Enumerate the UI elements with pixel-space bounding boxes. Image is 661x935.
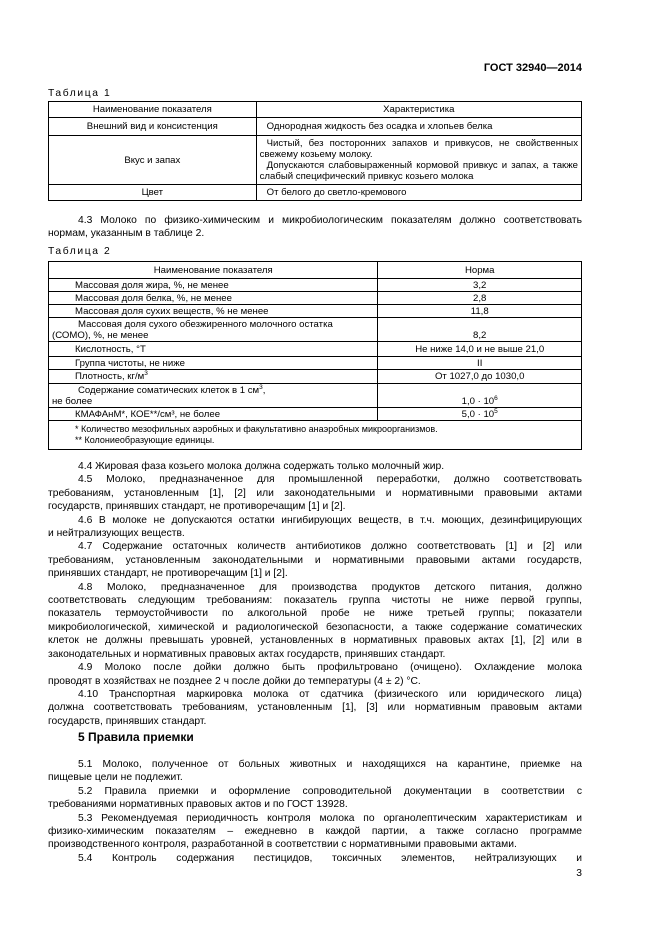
paragraphs-section-5 [48,758,582,865]
paragraphs-section-4 [48,460,582,728]
table2-cell-value: 2,8 [378,292,582,305]
table1-header-row [49,102,582,118]
table2-cell-value: 8,2 [378,318,582,342]
paragraph-line: 4.10 Транспортная маркировка молока от сдатчика (физического или юридического лица) [78,688,582,700]
superscript: 3 [259,383,263,391]
table1-cell-value [256,136,581,185]
table2-caption: Таблица 2 [48,246,112,257]
table2-cell-name: Массовая доля белка, %, не менее [49,292,378,305]
table2-cell-value: 11,8 [378,305,582,318]
table2-cell-value: II [378,357,582,370]
table2-name-line: (СОМО), %, не менее [52,329,149,341]
superscript: 5 [494,407,498,415]
table2-footnotes-row [49,421,582,450]
document-id: ГОСТ 32940—2014 [483,62,582,74]
paragraph-line: требованиями нормативных правовых актов и по ГОСТ 13928. [48,799,348,811]
paragraph-line: требованиям, установленным [1], [2] или законодательными и нормативными правовыми актами [48,487,582,499]
table2-cell-value: 3,2 [378,279,582,292]
table1-value-line: слабый специфический привкус козьего молока [259,171,474,182]
paragraph-line: 5.3 Рекомендуемая периодичность контроля молока по органолептическим характеристикам и [78,812,582,824]
table1 [48,101,582,201]
table2-name-line: Массовая доля сухого обезжиренного молочного остатка [78,318,333,330]
table1-cell-name: Внешний вид и консистенция [49,118,257,136]
table1-value-line: Чистый, без посторонних запахов и привкусов, не свойственных [266,138,578,149]
table2-cell-name: Группа чистоты, не ниже [49,357,378,370]
paragraph-4-3 [48,214,582,241]
table1-header-name: Наименование показателя [49,102,257,118]
table-row [49,305,582,318]
paragraph-line: нормам, указанным в таблице 2. [48,228,205,240]
paragraph-line: 4.5 Молоко, предназначенное для промышленной переработки, должно соответствовать [78,474,582,486]
paragraph-line: должна соответствовать требованиям, установленным [1], [3] или нормативным правовым актами [48,702,582,714]
paragraph-line: 4.3 Молоко по физико-химическим и микробиологическим показателям должно соответствовать [78,215,582,226]
table2-name-text: Плотность, кг/м [75,371,145,382]
table1-caption: Таблица 1 [48,88,112,99]
paragraph-line: 5.2 Правила приемки и оформление сопроводительной документации в соответствии с [78,785,582,797]
paragraph-line: 5.4 Контроль содержания пестицидов, токсичных элементов, нейтрализующих и [78,852,582,864]
paragraph-line: микробиологической, химической и радиологической безопасности, а также содержание соматических [48,621,582,633]
paragraph-line: проводят в хозяйствах не позднее 2 ч после дойки до температуры (4 ± 2) °С. [48,675,421,687]
table2-name-line: не более [52,395,93,407]
table1-cell-name: Цвет [49,185,257,201]
table2-cell-name: КМАФАнМ*, КОЕ**/см³, не более [49,408,378,421]
table-row [49,136,582,185]
section-5-title: 5 Правила приемки [78,730,194,744]
table1-cell-value: От белого до светло-кремового [256,185,581,201]
paragraph-line: 4.9 Молоко после дойки должно быть профильтровано (очищено). Охлаждение молока [78,662,582,674]
table-row [49,118,582,136]
table1-cell-value: Однородная жидкость без осадка и хлопьев белка [256,118,581,136]
paragraph-line: показатель термоустойчивости по алкогольной пробе не ниже третьей группы; показатели [48,608,582,620]
table1-value-line: свежему козьему молоку. [259,149,373,160]
table2-header-value: Норма [378,262,582,279]
paragraph-line: принявших стандарт, не противоречащим [1] и [2]. [48,568,288,580]
superscript: 6 [494,394,498,402]
table-row [49,279,582,292]
paragraph-line: 5.1 Молоко, полученное от больных животных и находящихся на карантине, приемке на [78,759,582,770]
table1-value-line: Допускаются слабовыраженный кормовой привкус и запах, а также [266,160,578,171]
table2-cell-value [378,408,582,421]
paragraph-line: государств, принявших стандарт. [48,715,207,727]
table-row [49,357,582,370]
table-row [49,292,582,305]
paragraph-line: требованиям, установленным законодательными и нормативными правовыми актами государств, [48,554,582,566]
table2-name-line: Содержание соматических клеток в 1 $см^3$, [78,383,266,396]
table-row [49,342,582,357]
table-row [49,370,582,384]
table2-cell-name: Кислотность, °Т [49,342,378,357]
table-row [49,384,582,408]
table2-value-text: 5,0 · 10 [461,408,495,420]
superscript: 3 [144,369,148,377]
table-row [49,408,582,421]
table2-name-text: Содержание соматических клеток в 1 см [78,384,260,396]
paragraph-line: 4.8 Молоко, предназначенное для производства продуктов детского питания, должно [78,581,582,593]
table1-cell-name: Вкус и запах [49,136,257,185]
table2-header-name: Наименование показателя [49,262,378,279]
table2-cell-value: Не ниже 14,0 и не выше 21,0 [378,342,582,357]
paragraph-line: 4.7 Содержание остаточных количеств антибиотиков должно соответствовать [1] и [2] или [78,541,582,553]
paragraph-line: физико-химическим показателям – ежедневно в каждой партии, а также согласно программе [48,826,582,838]
footnote: * Количество мезофильных аэробных и факультативно анаэробных микроорганизмов. [75,424,438,434]
table2-cell-name: Массовая доля сухих веществ, % не менее [49,305,378,318]
table2-footnotes [49,421,582,450]
table2-cell-name [49,318,378,342]
table2-cell-name: Массовая доля жира, %, не менее [49,279,378,292]
paragraph-line: клеток не должны превышать уровней, установленных в нормативных правовых актах [1], [2] или в [48,635,582,647]
table-row [49,318,582,342]
paragraph-line: и нейтрализующих веществ. [48,528,185,540]
table2-cell-name [49,370,378,384]
paragraph-line: соответствовать следующим требованиям: показатель группа чистоты не ниже первой группы, [48,595,582,607]
paragraph-line: пищевые цели не подлежит. [48,772,183,784]
table2-header-row [49,262,582,279]
paragraph-line: государств, принявших стандарт, не противоречащим [1] и [2]. [48,501,346,513]
paragraph-line: производственного контроля, разработанной в соответствии с нормативными правовыми актами. [48,839,517,851]
paragraph-line: 4.6 В молоке не допускаются остатки ингибирующих веществ, в т.ч. моющих, дезинфицирующих [78,514,582,526]
table2 [48,261,582,450]
table2-cell-value: От 1027,0 до 1030,0 [378,370,582,384]
paragraph-line: 4.4 Жировая фаза козьего молока должна содержать только молочный жир. [78,461,445,472]
paragraph-line: законодательных и нормативных правовых актах государств, принявших стандарт. [48,648,446,660]
table2-cell-name [49,384,378,408]
table2-cell-value [378,384,582,408]
table1-header-value: Характеристика [256,102,581,118]
table2-value-text: 1,0 · 10 [461,396,495,407]
table-row [49,185,582,201]
footnote: ** Колониеобразующие единицы. [75,435,215,445]
page-number: 3 [576,868,582,879]
